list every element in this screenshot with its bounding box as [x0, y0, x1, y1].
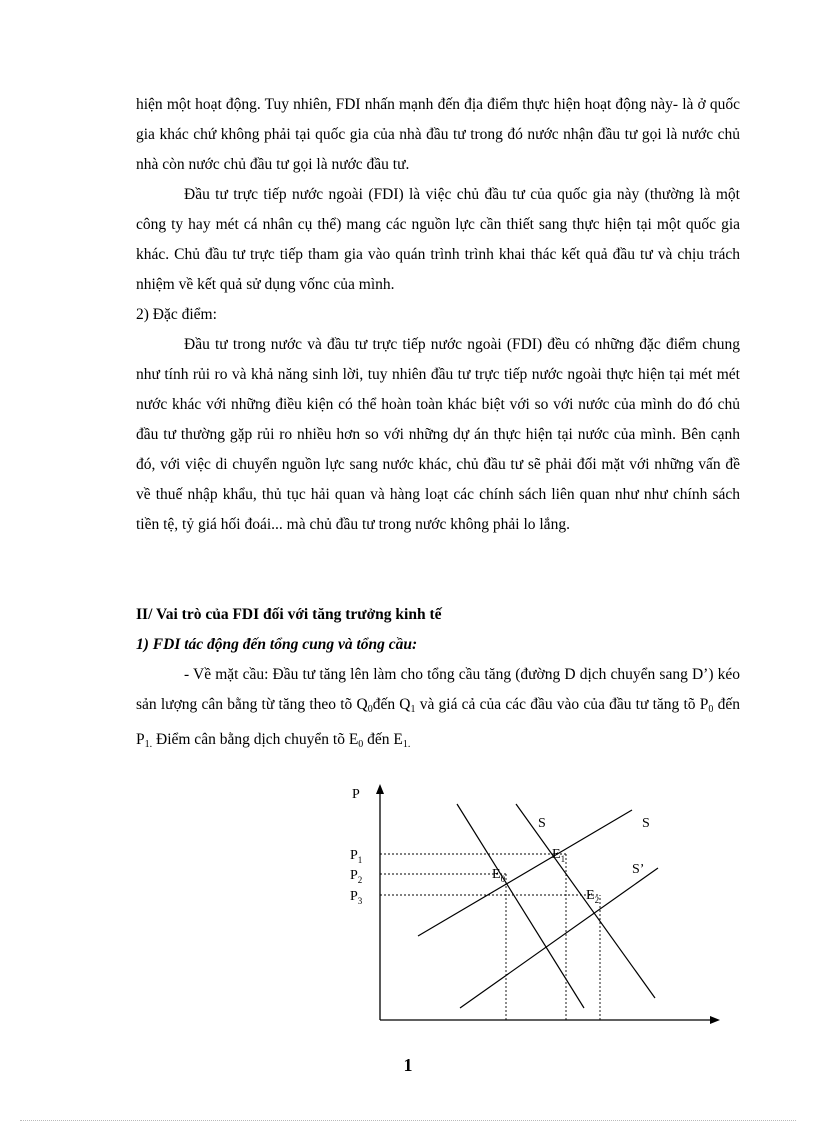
- line-label-2: S’: [632, 862, 645, 877]
- p5-sub-q0: 0: [367, 704, 373, 715]
- series-line-s: [418, 810, 632, 936]
- paragraph-label-dac-diem: 2) Đặc điểm:: [136, 306, 217, 323]
- equilibrium-sub-2: 2: [594, 895, 600, 905]
- y-axis-label: P: [352, 787, 360, 802]
- p5-part4: đến P: [136, 696, 740, 748]
- p5-part3: và giá cả của các đầu vào của đầu tư tăng tõ P: [415, 696, 709, 713]
- p5-sub-e1: 1.: [402, 739, 411, 750]
- p5-part1: - Về mặt cầu: Đầu tư tăng lên làm cho tổng cầu tăng (đường D dịch chuyển sang D’) kéo sản lượng cân bằng từ tăng theo tõ Q: [136, 666, 740, 713]
- equilibrium-label-1: $E_1$: [552, 847, 566, 864]
- equilibrium-sub-1: 1: [560, 854, 566, 864]
- y-tick-label-2: $P_3$: [350, 889, 363, 906]
- p5-sub-e0: 0: [358, 739, 364, 750]
- equilibrium-label-2: $E_2$: [586, 888, 600, 905]
- page-number: 1: [403, 1055, 413, 1075]
- y-tick-sub-1: 2: [357, 875, 363, 885]
- y-tick-sub-2: 3: [357, 896, 363, 906]
- y-tick-sub-0: 1: [357, 855, 363, 865]
- y-tick-label-0: $P_1$: [350, 848, 363, 865]
- section-heading: II/ Vai trò của FDI đối với tăng trưởng kinh tế: [136, 606, 442, 623]
- p5-part5: Điểm cân bằng dịch chuyển tõ E: [152, 731, 359, 748]
- p5-sub-q1: 1: [410, 704, 416, 715]
- x-axis-arrow: [710, 1016, 720, 1024]
- supply-demand-chart: [330, 770, 750, 1040]
- subsection-heading: 1) FDI tác động đến tổng cung và tổng cầu:: [136, 636, 418, 653]
- p5-part2: đến Q: [372, 696, 411, 713]
- line-label-0: S: [538, 816, 546, 831]
- paragraph-3: Đầu tư trong nước và đầu tư trực tiếp nước ngoài (FDI) đều có những đặc điểm chung như tính rủi ro và khả năng sinh lời, tuy nhiên đầu tư trực tiếp nước ngoài thực hiện tại mét mét nước khác với những điều kiện có thể hoàn toàn khác biệt với so với nước của mình do đó chủ đầu tư thường gặp rủi ro nhiều hơn so với những dự án thực hiện tại nước của mình. Bên cạnh đó, với việc di chuyển nguồn lực sang nước khác, chủ đầu tư sẽ phải đối mặt với những vấn đề về thuế nhập khẩu, thủ tục hải quan và hàng loạt các chính sách liên quan như như chính sách tiền tệ, tỷ giá hối đoái... mà chủ đầu tư trong nước không phải lo lắng.: [136, 336, 740, 533]
- p5-sub-p0: 0: [708, 704, 714, 715]
- chart-guides: [380, 854, 600, 1020]
- chart-lines: [418, 804, 658, 1008]
- equilibrium-label-0: $E_0$: [492, 867, 506, 884]
- series-line-s-prime: [460, 868, 658, 1008]
- p5-sub-p1: 1.: [144, 739, 153, 750]
- series-line-d: [457, 804, 584, 1008]
- line-label-1: S: [642, 816, 650, 831]
- paragraph-2: Đầu tư trực tiếp nước ngoài (FDI) là việc chủ đầu tư của quốc gia này (thường là một công ty hay mét cá nhân cụ thể) mang các nguồn lực cần thiết sang thực hiện tại một quốc gia khác. Chủ đầu tư trực tiếp tham gia vào quán trình trình khai thác kết quả đầu tư và chịu trách nhiệm về kết quả sử dụng vốnc của mình.: [136, 186, 740, 293]
- paragraph-4: [136, 660, 740, 760]
- y-axis-arrow: [376, 784, 384, 794]
- y-tick-label-1: $P_2$: [350, 868, 363, 885]
- paragraph-1: hiện một hoạt động. Tuy nhiên, FDI nhấn mạnh đến địa điểm thực hiện hoạt động này- là ở quốc gia khác chứ không phải tại quốc gia của nhà đầu tư trong đó nước nhận đầu tư gọi là nước chủ nhà còn nước chủ đầu tư gọi là nước đầu tư.: [136, 96, 740, 173]
- p5-part6: đến E: [363, 731, 403, 748]
- footer-divider: [20, 1120, 796, 1121]
- equilibrium-sub-0: 0: [500, 874, 506, 884]
- chart-labels: [350, 816, 650, 906]
